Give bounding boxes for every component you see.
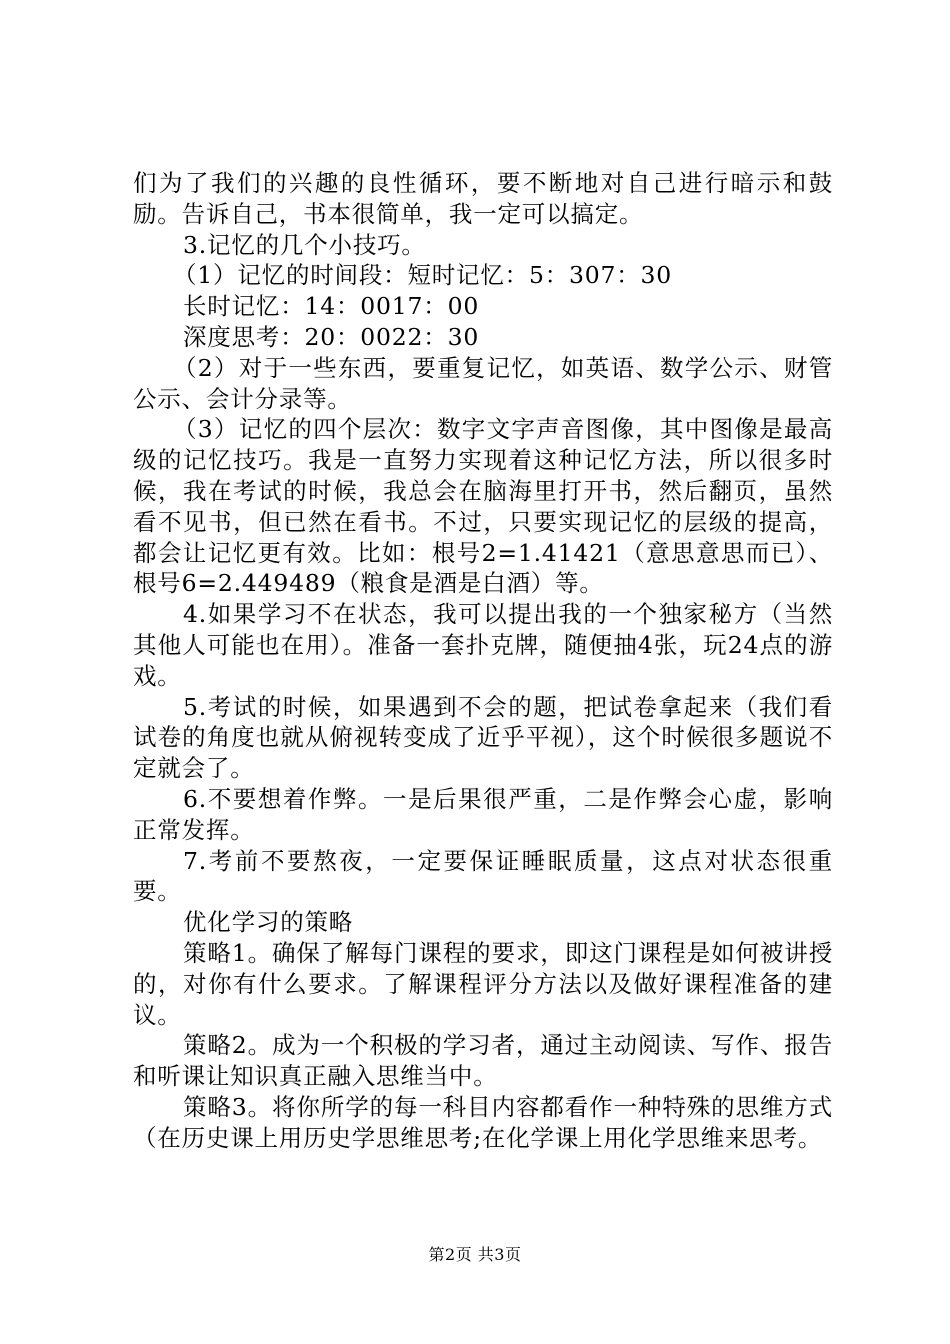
paragraph-long-term-memory: 长时记忆：14：0017：00 — [183, 292, 480, 321]
paragraph-memory-tips-heading: 3.记忆的几个小技巧。 — [183, 230, 426, 259]
paragraph-memory-levels: （3）记忆的四个层次：数字文字声音图像，其中图像是最高级的记忆技巧。我是一直努力实现着这种记忆方法，所以很多时候，我在考试的时候，我总会在脑海里打开书，然后翻页，虽然看不见书，但已然在看书。不过，只要实现记忆的层级的提高，都会让记忆更有效。比如：根号2=1.41421（意思意思而已）、根号6=2.449489（粮食是酒是白酒）等。 — [133, 415, 833, 598]
paragraph-tip-6: 6.不要想着作弊。一是后果很严重，二是作弊会心虚，影响正常发挥。 — [133, 784, 833, 844]
paragraph-deep-thinking: 深度思考：20：0022：30 — [183, 322, 480, 351]
paragraph-tip-4: 4.如果学习不在状态，我可以提出我的一个独家秘方（当然其他人可能也在用）。准备一套扑克牌，随便抽4张，玩24点的游戏。 — [133, 600, 833, 690]
paragraph-repeat-memory: （2）对于一些东西，要重复记忆，如英语、数学公示、财管公示、会计分录等。 — [133, 353, 833, 413]
paragraph-tip-7: 7.考前不要熬夜，一定要保证睡眠质量，这点对状态很重要。 — [133, 846, 833, 906]
paragraph-strategy-1: 策略1。确保了解每门课程的要求，即这门课程是如何被讲授的，对你有什么要求。了解课程评分方法以及做好课程准备的建议。 — [133, 938, 833, 1029]
page-number-label: 第2页 共3页 — [428, 1245, 522, 1264]
section-heading-strategies: 优化学习的策略 — [183, 908, 354, 937]
paragraph-memory-time-periods: （1）记忆的时间段：短时记忆：5：307：30 — [173, 261, 673, 290]
page-footer — [0, 1242, 950, 1265]
paragraph-tip-5: 5.考试的时候，如果遇到不会的题，把试卷拿起来（我们看试卷的角度也就从俯视转变成了近乎平视），这个时候很多题说不定就会了。 — [133, 692, 833, 783]
paragraph-continuation: 们为了我们的兴趣的良性循环，要不断地对自己进行暗示和鼓励。告诉自己，书本很简单，我一定可以搞定。 — [133, 169, 833, 228]
paragraph-strategy-3: 策略3。将你所学的每一科目内容都看作一种特殊的思维方式（在历史课上用历史学思维思考;在化学课上用化学思维来思考。 — [133, 1092, 833, 1152]
paragraph-strategy-2: 策略2。成为一个积极的学习者，通过主动阅读、写作、报告和听课让知识真正融入思维当中。 — [133, 1031, 833, 1091]
document-body — [133, 168, 833, 1154]
